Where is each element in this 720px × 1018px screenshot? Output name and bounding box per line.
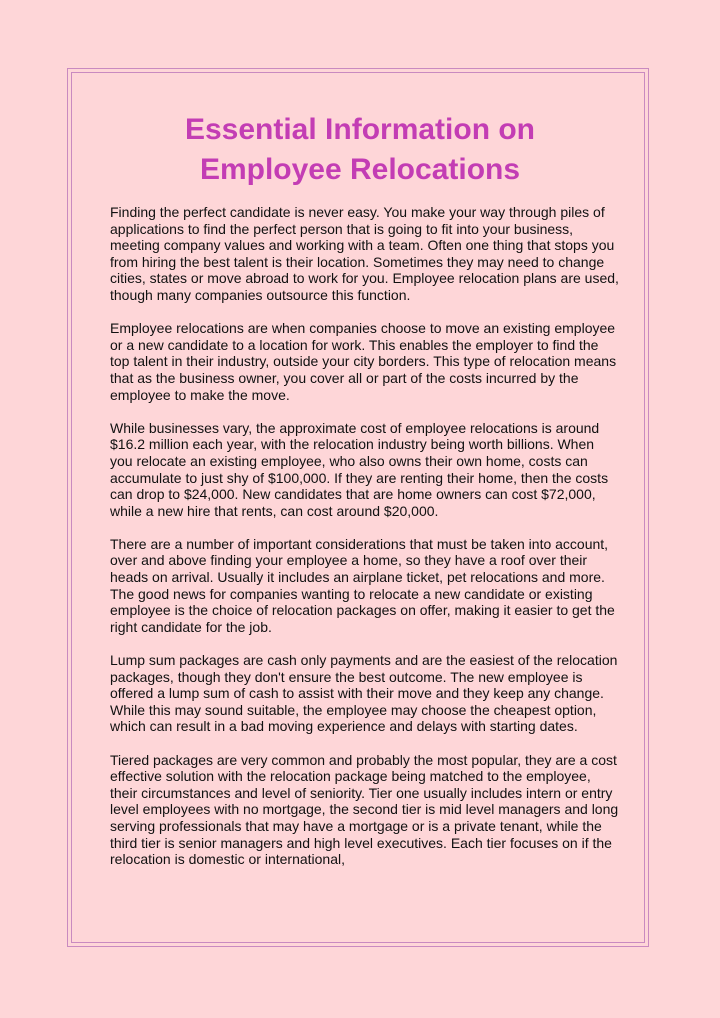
paragraph: Finding the perfect candidate is never easy. You make your way through piles of applications to find the perfect person that is going to fit into your business, meeting company values and working with a team. Often one thing that stops you from hiring the best talent is their location. Sometimes they may need to change cities, states or move abroad to work for you. Employee relocation plans are used, though many companies outsource this function. (110, 204, 619, 303)
page-title (90, 110, 630, 190)
article-body (110, 204, 620, 884)
title-line-2: Employee Relocations (199, 153, 521, 186)
paragraph: Tiered packages are very common and probably the most popular, they are a cost effective solution with the relocation package being matched to the employee, their circumstances and level of seniority. Tier one usually includes intern or entry level employees with no mortgage, the second tier is mid level managers and long serving professionals that may have a mortgage or is a private tenant, while the third tier is senior managers and high level executives. Each tier focuses on if the relocation is domestic or international, (110, 751, 619, 868)
paragraph: While businesses vary, the approximate cost of employee relocations is around $16.2 million each year, with the relocation industry being worth billions. When you relocate an existing employee, who also owns their own home, costs can accumulate to just shy of $100,000. If they are renting their home, then the costs can drop to $24,000. New candidates that are home owners can cost $72,000, while a new hire that rents, can cost around $20,000. (110, 419, 609, 519)
paragraph: Lump sum packages are cash only payments and are the easiest of the relocation packages, though they don't ensure the best outcome. The new employee is offered a lump sum of cash to assist with their move and they keep any change. While this may sound suitable, the employee may choose the cheapest option, which can result in a bad moving experience and delays with starting dates. (110, 652, 618, 735)
title-line-1: Essential Information on (184, 113, 536, 146)
paragraph: There are a number of important considerations that must be taken into account, over and above finding your employee a home, so they have a roof over their heads on arrival. Usually it includes an airplane ticket, pet relocations and more. The good news for companies wanting to relocate a new candidate or existing employee is the choice of relocation packages on offer, making it easier to get the right candidate for the job. (110, 535, 615, 635)
paragraph: Employee relocations are when companies choose to move an existing employee or a new candidate to a location for work. This enables the employer to find the top talent in their industry, outside your city borders. This type of relocation means that as the business owner, you cover all or part of the costs incurred by the employee to make the move. (110, 320, 617, 403)
